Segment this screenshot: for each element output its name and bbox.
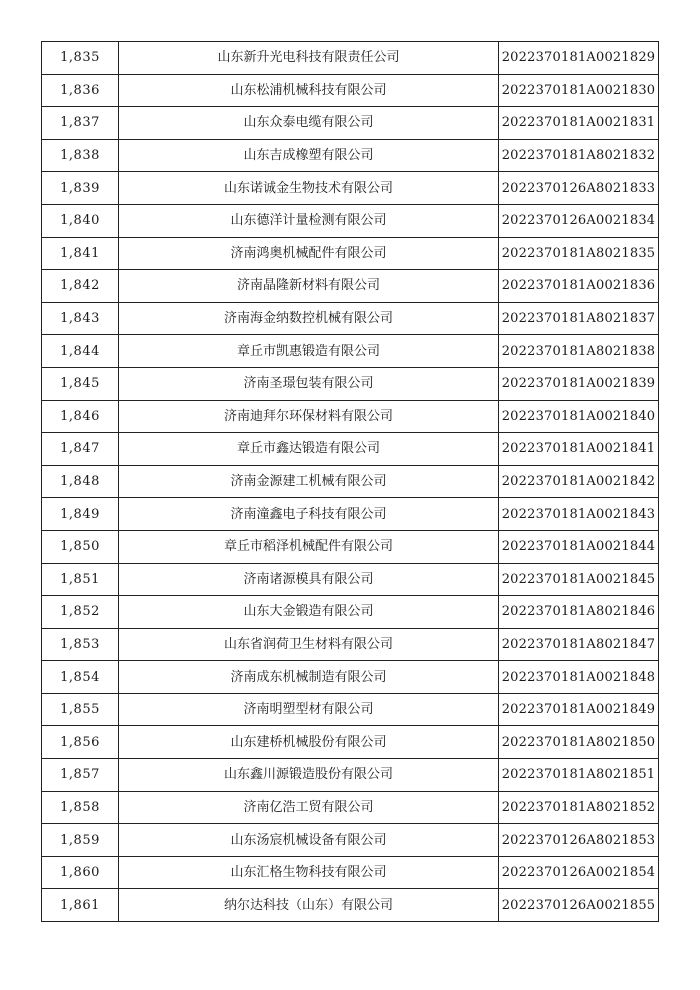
- company-name-cell: 济南海金纳数控机械有限公司: [119, 302, 499, 335]
- company-name-cell: 山东德洋计量检测有限公司: [119, 204, 499, 237]
- table-row: [42, 400, 659, 433]
- table-row: [42, 889, 659, 922]
- registration-code-cell: 2022370126A0021854: [499, 856, 659, 889]
- registration-code-cell: 2022370181A0021840: [499, 400, 659, 433]
- registry-table: [41, 41, 659, 922]
- table-row: [42, 433, 659, 466]
- table-row: [42, 204, 659, 237]
- registration-code-cell: 2022370181A0021849: [499, 693, 659, 726]
- row-number-cell: 1,860: [42, 856, 119, 889]
- registration-code-cell: 2022370181A8021837: [499, 302, 659, 335]
- row-number-cell: 1,844: [42, 335, 119, 368]
- table-row: [42, 172, 659, 205]
- row-number-cell: 1,837: [42, 107, 119, 140]
- table-row: [42, 335, 659, 368]
- company-name-cell: 济南诸源模具有限公司: [119, 563, 499, 596]
- registration-code-cell: 2022370181A0021830: [499, 74, 659, 107]
- row-number-cell: 1,840: [42, 204, 119, 237]
- company-name-cell: 济南明塑型材有限公司: [119, 693, 499, 726]
- table-row: [42, 791, 659, 824]
- table-row: [42, 107, 659, 140]
- registration-code-cell: 2022370181A8021851: [499, 759, 659, 792]
- company-name-cell: 山东众泰电缆有限公司: [119, 107, 499, 140]
- company-name-cell: 山东吉成橡塑有限公司: [119, 139, 499, 172]
- row-number-cell: 1,836: [42, 74, 119, 107]
- registration-code-cell: 2022370181A8021847: [499, 628, 659, 661]
- table-row: [42, 856, 659, 889]
- registration-code-cell: 2022370181A8021846: [499, 596, 659, 629]
- company-name-cell: 济南鸿奥机械配件有限公司: [119, 237, 499, 270]
- registration-code-cell: 2022370181A8021835: [499, 237, 659, 270]
- row-number-cell: 1,841: [42, 237, 119, 270]
- table-row: [42, 759, 659, 792]
- company-name-cell: 纳尔达科技（山东）有限公司: [119, 889, 499, 922]
- registry-table-body: [42, 42, 659, 922]
- table-row: [42, 628, 659, 661]
- company-name-cell: 山东松浦机械科技有限公司: [119, 74, 499, 107]
- registration-code-cell: 2022370181A0021836: [499, 270, 659, 303]
- company-name-cell: 济南成东机械制造有限公司: [119, 661, 499, 694]
- table-row: [42, 693, 659, 726]
- company-name-cell: 章丘市凯惠锻造有限公司: [119, 335, 499, 368]
- row-number-cell: 1,848: [42, 465, 119, 498]
- registration-code-cell: 2022370181A0021842: [499, 465, 659, 498]
- row-number-cell: 1,855: [42, 693, 119, 726]
- registration-code-cell: 2022370126A0021855: [499, 889, 659, 922]
- company-name-cell: 济南亿浩工贸有限公司: [119, 791, 499, 824]
- table-row: [42, 465, 659, 498]
- company-name-cell: 济南金源建工机械有限公司: [119, 465, 499, 498]
- company-name-cell: 山东鑫川源锻造股份有限公司: [119, 759, 499, 792]
- table-row: [42, 563, 659, 596]
- registration-code-cell: 2022370181A8021838: [499, 335, 659, 368]
- company-name-cell: 章丘市鑫达锻造有限公司: [119, 433, 499, 466]
- company-name-cell: 济南迪拜尔环保材料有限公司: [119, 400, 499, 433]
- row-number-cell: 1,851: [42, 563, 119, 596]
- table-row: [42, 237, 659, 270]
- row-number-cell: 1,847: [42, 433, 119, 466]
- row-number-cell: 1,849: [42, 498, 119, 531]
- table-row: [42, 726, 659, 759]
- company-name-cell: 山东汇格生物科技有限公司: [119, 856, 499, 889]
- row-number-cell: 1,845: [42, 367, 119, 400]
- registration-code-cell: 2022370181A0021848: [499, 661, 659, 694]
- row-number-cell: 1,850: [42, 530, 119, 563]
- table-row: [42, 139, 659, 172]
- company-name-cell: 济南潼鑫电子科技有限公司: [119, 498, 499, 531]
- row-number-cell: 1,856: [42, 726, 119, 759]
- registration-code-cell: 2022370181A0021843: [499, 498, 659, 531]
- row-number-cell: 1,839: [42, 172, 119, 205]
- registration-code-cell: 2022370181A0021831: [499, 107, 659, 140]
- row-number-cell: 1,835: [42, 42, 119, 75]
- registration-code-cell: 2022370181A0021845: [499, 563, 659, 596]
- registration-code-cell: 2022370181A8021832: [499, 139, 659, 172]
- row-number-cell: 1,858: [42, 791, 119, 824]
- registration-code-cell: 2022370181A8021852: [499, 791, 659, 824]
- registration-code-cell: 2022370181A0021841: [499, 433, 659, 466]
- row-number-cell: 1,854: [42, 661, 119, 694]
- registration-code-cell: 2022370181A0021829: [499, 42, 659, 75]
- table-row: [42, 42, 659, 75]
- row-number-cell: 1,852: [42, 596, 119, 629]
- table-row: [42, 302, 659, 335]
- registration-code-cell: 2022370126A0021834: [499, 204, 659, 237]
- table-row: [42, 824, 659, 857]
- company-name-cell: 山东新升光电科技有限责任公司: [119, 42, 499, 75]
- company-name-cell: 山东建桥机械股份有限公司: [119, 726, 499, 759]
- registration-code-cell: 2022370181A0021844: [499, 530, 659, 563]
- row-number-cell: 1,843: [42, 302, 119, 335]
- registration-code-cell: 2022370181A8021850: [499, 726, 659, 759]
- row-number-cell: 1,838: [42, 139, 119, 172]
- table-row: [42, 530, 659, 563]
- registration-code-cell: 2022370126A8021833: [499, 172, 659, 205]
- registration-code-cell: 2022370181A0021839: [499, 367, 659, 400]
- registration-code-cell: 2022370126A8021853: [499, 824, 659, 857]
- table-row: [42, 367, 659, 400]
- company-name-cell: 山东汤宸机械设备有限公司: [119, 824, 499, 857]
- table-row: [42, 661, 659, 694]
- row-number-cell: 1,859: [42, 824, 119, 857]
- table-row: [42, 74, 659, 107]
- table-row: [42, 498, 659, 531]
- company-name-cell: 山东省润荷卫生材料有限公司: [119, 628, 499, 661]
- company-name-cell: 山东大金锻造有限公司: [119, 596, 499, 629]
- company-name-cell: 济南晶隆新材料有限公司: [119, 270, 499, 303]
- company-name-cell: 章丘市稻泽机械配件有限公司: [119, 530, 499, 563]
- company-name-cell: 山东诺诚金生物技术有限公司: [119, 172, 499, 205]
- table-row: [42, 596, 659, 629]
- row-number-cell: 1,853: [42, 628, 119, 661]
- row-number-cell: 1,842: [42, 270, 119, 303]
- row-number-cell: 1,857: [42, 759, 119, 792]
- company-name-cell: 济南圣璟包装有限公司: [119, 367, 499, 400]
- table-row: [42, 270, 659, 303]
- row-number-cell: 1,846: [42, 400, 119, 433]
- row-number-cell: 1,861: [42, 889, 119, 922]
